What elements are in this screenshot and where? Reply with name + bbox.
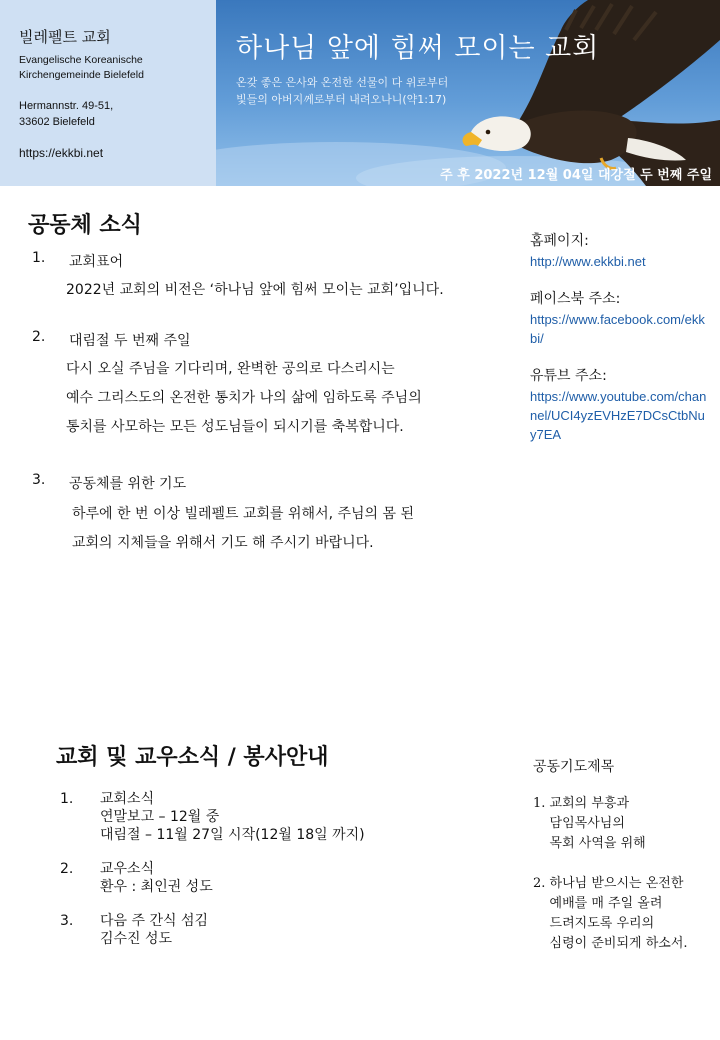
item-heading: 교회표어 [69, 254, 124, 270]
item-body-line: 통치를 사모하는 모든 성도님들이 되시기를 축복합니다. [66, 419, 404, 435]
bible-verse-line: 온갖 좋은 은사와 온전한 선물이 다 위로부터 [236, 76, 449, 89]
list-item [32, 250, 502, 305]
homepage-link[interactable]: http://www.ekkbi.net [530, 254, 646, 269]
item-text [100, 912, 480, 948]
church-motto: 하나님 앞에 힘써 모이는 교회 [236, 33, 600, 64]
bible-verse-line: 빛들의 아버지께로부터 내려오나니(약1:17) [236, 93, 447, 106]
prayer-line: 심령이 준비되게 하소서. [533, 936, 688, 951]
prayer-line: 1. 교회의 부흥과 [533, 796, 630, 811]
prayer-line: 담임목사님의 [533, 816, 625, 831]
item-text [100, 790, 480, 844]
item-number: 1. [60, 791, 74, 807]
list-item [32, 472, 502, 558]
item-line: 교회소식 [100, 791, 155, 807]
bulletin-header [0, 0, 720, 186]
prayer-topics [533, 756, 718, 954]
address-line: 33602 Bielefeld [19, 116, 95, 128]
item-line: 다음 주 간식 섬김 [100, 913, 209, 929]
church-name-german-line: Evangelische Koreanische [19, 54, 143, 66]
item-body-line: 다시 오실 주님을 기다리며, 완벽한 공의로 다스리시는 [66, 361, 395, 377]
list-item [60, 912, 480, 948]
item-body-line: 교회의 지체들을 위해서 기도 해 주시기 바랍니다. [72, 535, 374, 551]
item-body-line: 예수 그리스도의 온전한 통치가 나의 삶에 임하도록 주님의 [66, 390, 422, 406]
homepage-label: 홈페이지: [530, 233, 589, 249]
address-line: Hermannstr. 49-51, [19, 100, 114, 112]
church-news-list [60, 790, 480, 948]
prayer-line: 예배를 매 주일 올려 [533, 896, 663, 911]
church-name-german-line: Kirchengemeinde Bielefeld [19, 69, 144, 81]
prayer-item [533, 794, 718, 854]
item-body-line: 하루에 한 번 이상 빌레펠트 교회를 위해서, 주님의 몸 된 [72, 506, 415, 522]
item-line: 환우 : 최인권 성도 [100, 879, 213, 895]
youtube-link[interactable]: https://www.youtube.com/channel/UCI4yzEVHzE7DCsCtbNuy7EA [530, 389, 707, 442]
church-info-box [0, 0, 216, 186]
item-body [72, 500, 502, 558]
item-number: 1. [32, 250, 46, 266]
community-news-title: 공동체 소식 [28, 213, 142, 238]
item-body [66, 355, 502, 442]
facebook-label: 페이스북 주소: [530, 291, 621, 307]
online-links [530, 230, 710, 444]
prayer-item [533, 874, 718, 954]
item-text [100, 860, 480, 896]
youtube-label: 유튜브 주소: [530, 368, 607, 384]
prayer-topics-title: 공동기도제목 [533, 759, 615, 775]
prayer-line: 드려지도록 우리의 [533, 916, 655, 931]
church-website[interactable]: https://ekkbi.net [19, 146, 104, 160]
church-name-german [19, 53, 216, 83]
prayer-line: 목회 사역을 위해 [533, 836, 646, 851]
item-body [66, 276, 502, 305]
item-body-line: 2022년 교회의 비전은 ‘하나님 앞에 힘써 모이는 교회’입니다. [66, 282, 444, 298]
eagle-banner [216, 0, 720, 186]
item-line: 교우소식 [100, 861, 155, 877]
list-item [60, 860, 480, 896]
item-number: 3. [60, 913, 74, 929]
item-number: 3. [32, 472, 46, 488]
church-news-title: 교회 및 교우소식 / 봉사안내 [56, 745, 329, 770]
list-item [32, 329, 502, 442]
bible-verse [236, 74, 448, 108]
item-line: 대림절 – 11월 27일 시작(12월 18일 까지) [100, 827, 365, 843]
community-news-list [32, 250, 502, 558]
item-number: 2. [32, 329, 46, 345]
item-line: 김수진 성도 [100, 931, 173, 947]
service-date: 주 후 2022년 12월 04일 대강절 두 번째 주일 [440, 168, 712, 183]
prayer-line: 2. 하나님 받으시는 온전한 [533, 876, 684, 891]
list-item [60, 790, 480, 844]
item-number: 2. [60, 861, 74, 877]
church-name: 빌레펠트 교회 [19, 28, 111, 46]
item-heading: 공동체를 위한 기도 [69, 476, 187, 492]
church-address [19, 98, 216, 130]
item-heading: 대림절 두 번째 주일 [69, 333, 191, 349]
item-line: 연말보고 – 12월 중 [100, 809, 220, 825]
facebook-link[interactable]: https://www.facebook.com/ekkbi/ [530, 312, 705, 346]
